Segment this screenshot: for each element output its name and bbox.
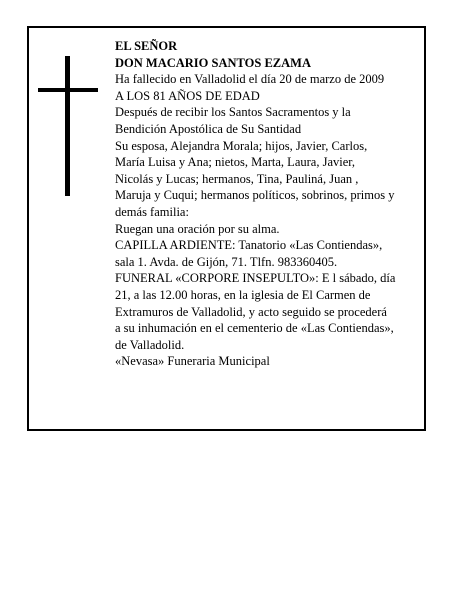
body-line: demás familia: [115, 204, 189, 219]
body-line: Después de recibir los Santos Sacramentos y la [115, 105, 351, 120]
body-line: Ha fallecido en Valladolid el día 20 de marzo de 2009 [115, 72, 385, 87]
body-line: Ruegan una oración por su alma. [115, 221, 280, 236]
obituary-text [115, 38, 420, 370]
body-line: a su inhumación en el cementerio de «Las Contiendas», [115, 321, 394, 336]
body-line: Maruja y Cuqui; hermanos políticos, sobrinos, primos y [115, 188, 395, 203]
body-line: Nicolás y Lucas; hermanos, Tina, Pauliná, Juan , [115, 171, 359, 186]
body-line: FUNERAL «CORPORE INSEPULTO»: E l sábado, día [115, 271, 396, 286]
body-line: A LOS 81 AÑOS DE EDAD [115, 88, 260, 103]
body-line: Extramuros de Valladolid, y acto seguido se procederá [115, 304, 387, 319]
title-line: EL SEÑOR [115, 39, 178, 53]
cross-vertical-bar [65, 56, 70, 196]
body-line: Su esposa, Alejandra Morala; hijos, Javier, Carlos, [115, 138, 368, 153]
body-line: de Valladolid. [115, 337, 185, 352]
body-line: «Nevasa» Funeraria Municipal [115, 354, 270, 369]
body-line: María Luisa y Ana; nietos, Marta, Laura, Javier, [115, 155, 356, 170]
body-line: Bendición Apostólica de Su Santidad [115, 121, 302, 136]
body-line: 21, a las 12.00 horas, en la iglesia de El Carmen de [115, 287, 371, 302]
cross-icon [38, 56, 98, 196]
body-line: CAPILLA ARDIENTE: Tanatorio «Las Contiendas», [115, 238, 383, 253]
deceased-name: DON MACARIO SANTOS EZAMA [115, 55, 311, 70]
cross-horizontal-bar [38, 88, 98, 92]
body-line: sala 1. Avda. de Gijón, 71. Tlfn. 983360405. [115, 254, 338, 269]
